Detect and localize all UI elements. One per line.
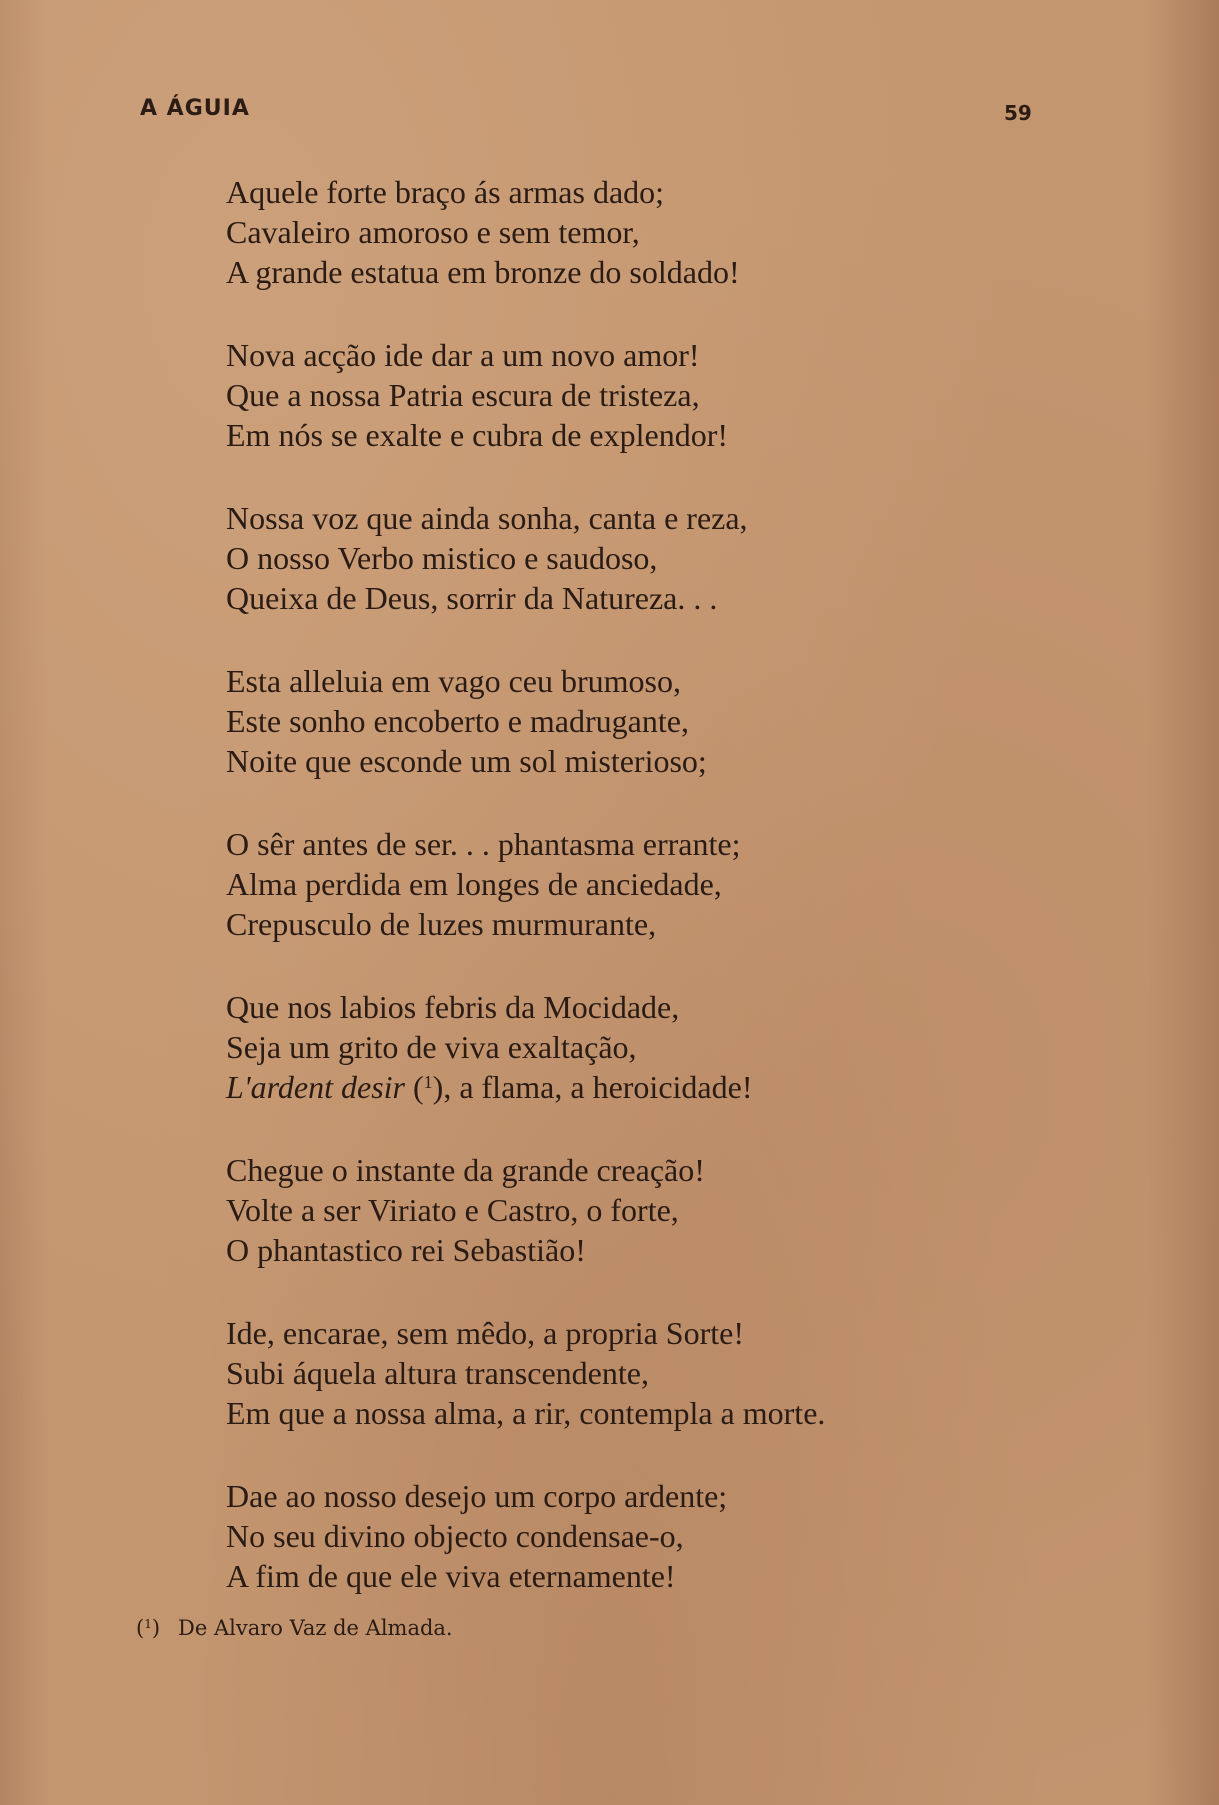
footnote-mark-close: )	[151, 1616, 161, 1640]
footnote	[136, 1616, 453, 1640]
verse-line: Alma perdida em longes de anciedade,	[226, 866, 722, 902]
verse-line: Noite que esconde um sol misterioso;	[226, 743, 707, 779]
verse-line: A fim de que ele viva eternamente!	[226, 1558, 676, 1594]
stanza	[226, 498, 1126, 618]
stanza	[226, 1313, 1126, 1433]
note-open: (	[405, 1069, 424, 1105]
running-title: A ÁGUIA	[140, 96, 250, 121]
page-number: 59	[1004, 101, 1032, 125]
stanza	[226, 824, 1126, 944]
verse-line: Queixa de Deus, sorrir da Natureza. . .	[226, 580, 718, 616]
verse-line: O nosso Verbo mistico e saudoso,	[226, 540, 658, 576]
stanza	[226, 1476, 1126, 1596]
poem	[226, 172, 1126, 1639]
italic-quote: L'ardent desir	[226, 1069, 405, 1105]
verse-line: A grande estatua em bronze do soldado!	[226, 254, 740, 290]
verse-line: O phantastico rei Sebastião!	[226, 1232, 586, 1268]
footnote-mark	[136, 1616, 160, 1640]
verse-line: Subi áquela altura transcendente,	[226, 1355, 649, 1391]
stanza	[226, 987, 1126, 1107]
footnote-mark-open: (	[136, 1616, 145, 1640]
stanza	[226, 661, 1126, 781]
note-close: )	[432, 1069, 444, 1105]
verse-line: O sêr antes de ser. . . phantasma errante;	[226, 826, 741, 862]
verse-line: Que nos labios febris da Mocidade,	[226, 989, 680, 1025]
stanza	[226, 172, 1126, 292]
verse-line: Crepusculo de luzes murmurante,	[226, 906, 657, 942]
verse-line: Dae ao nosso desejo um corpo ardente;	[226, 1478, 728, 1514]
verse-line: No seu divino objecto condensae-o,	[226, 1518, 684, 1554]
verse-line: Em que a nossa alma, a rir, contempla a morte.	[226, 1395, 826, 1431]
verse-line: Seja um grito de viva exaltação,	[226, 1029, 637, 1065]
verse-rest: , a flama, a heroicidade!	[443, 1069, 753, 1105]
stanza	[226, 335, 1126, 455]
footnote-reference: 1	[423, 1072, 433, 1092]
verse-line: Nossa voz que ainda sonha, canta e reza,	[226, 500, 748, 536]
verse-line: Ide, encarae, sem mêdo, a propria Sorte!	[226, 1315, 744, 1351]
verse-line: Chegue o instante da grande creação!	[226, 1152, 705, 1188]
verse-line: Esta alleluia em vago ceu brumoso,	[226, 663, 681, 699]
verse-line: Aquele forte braço ás armas dado;	[226, 174, 665, 210]
verse-line: Este sonho encoberto e madrugante,	[226, 703, 689, 739]
verse-line: Cavaleiro amoroso e sem temor,	[226, 214, 640, 250]
verse-line: Que a nossa Patria escura de tristeza,	[226, 377, 700, 413]
stanza	[226, 1150, 1126, 1270]
verse-line: Em nós se exalte e cubra de explendor!	[226, 417, 729, 453]
footnote-mark-number: 1	[144, 1617, 152, 1631]
footnote-text: De Alvaro Vaz de Almada.	[178, 1616, 453, 1640]
verse-line: Volte a ser Viriato e Castro, o forte,	[226, 1192, 679, 1228]
verse-line: Nova acção ide dar a um novo amor!	[226, 337, 700, 373]
verse-line-with-footnote	[226, 1067, 1126, 1107]
